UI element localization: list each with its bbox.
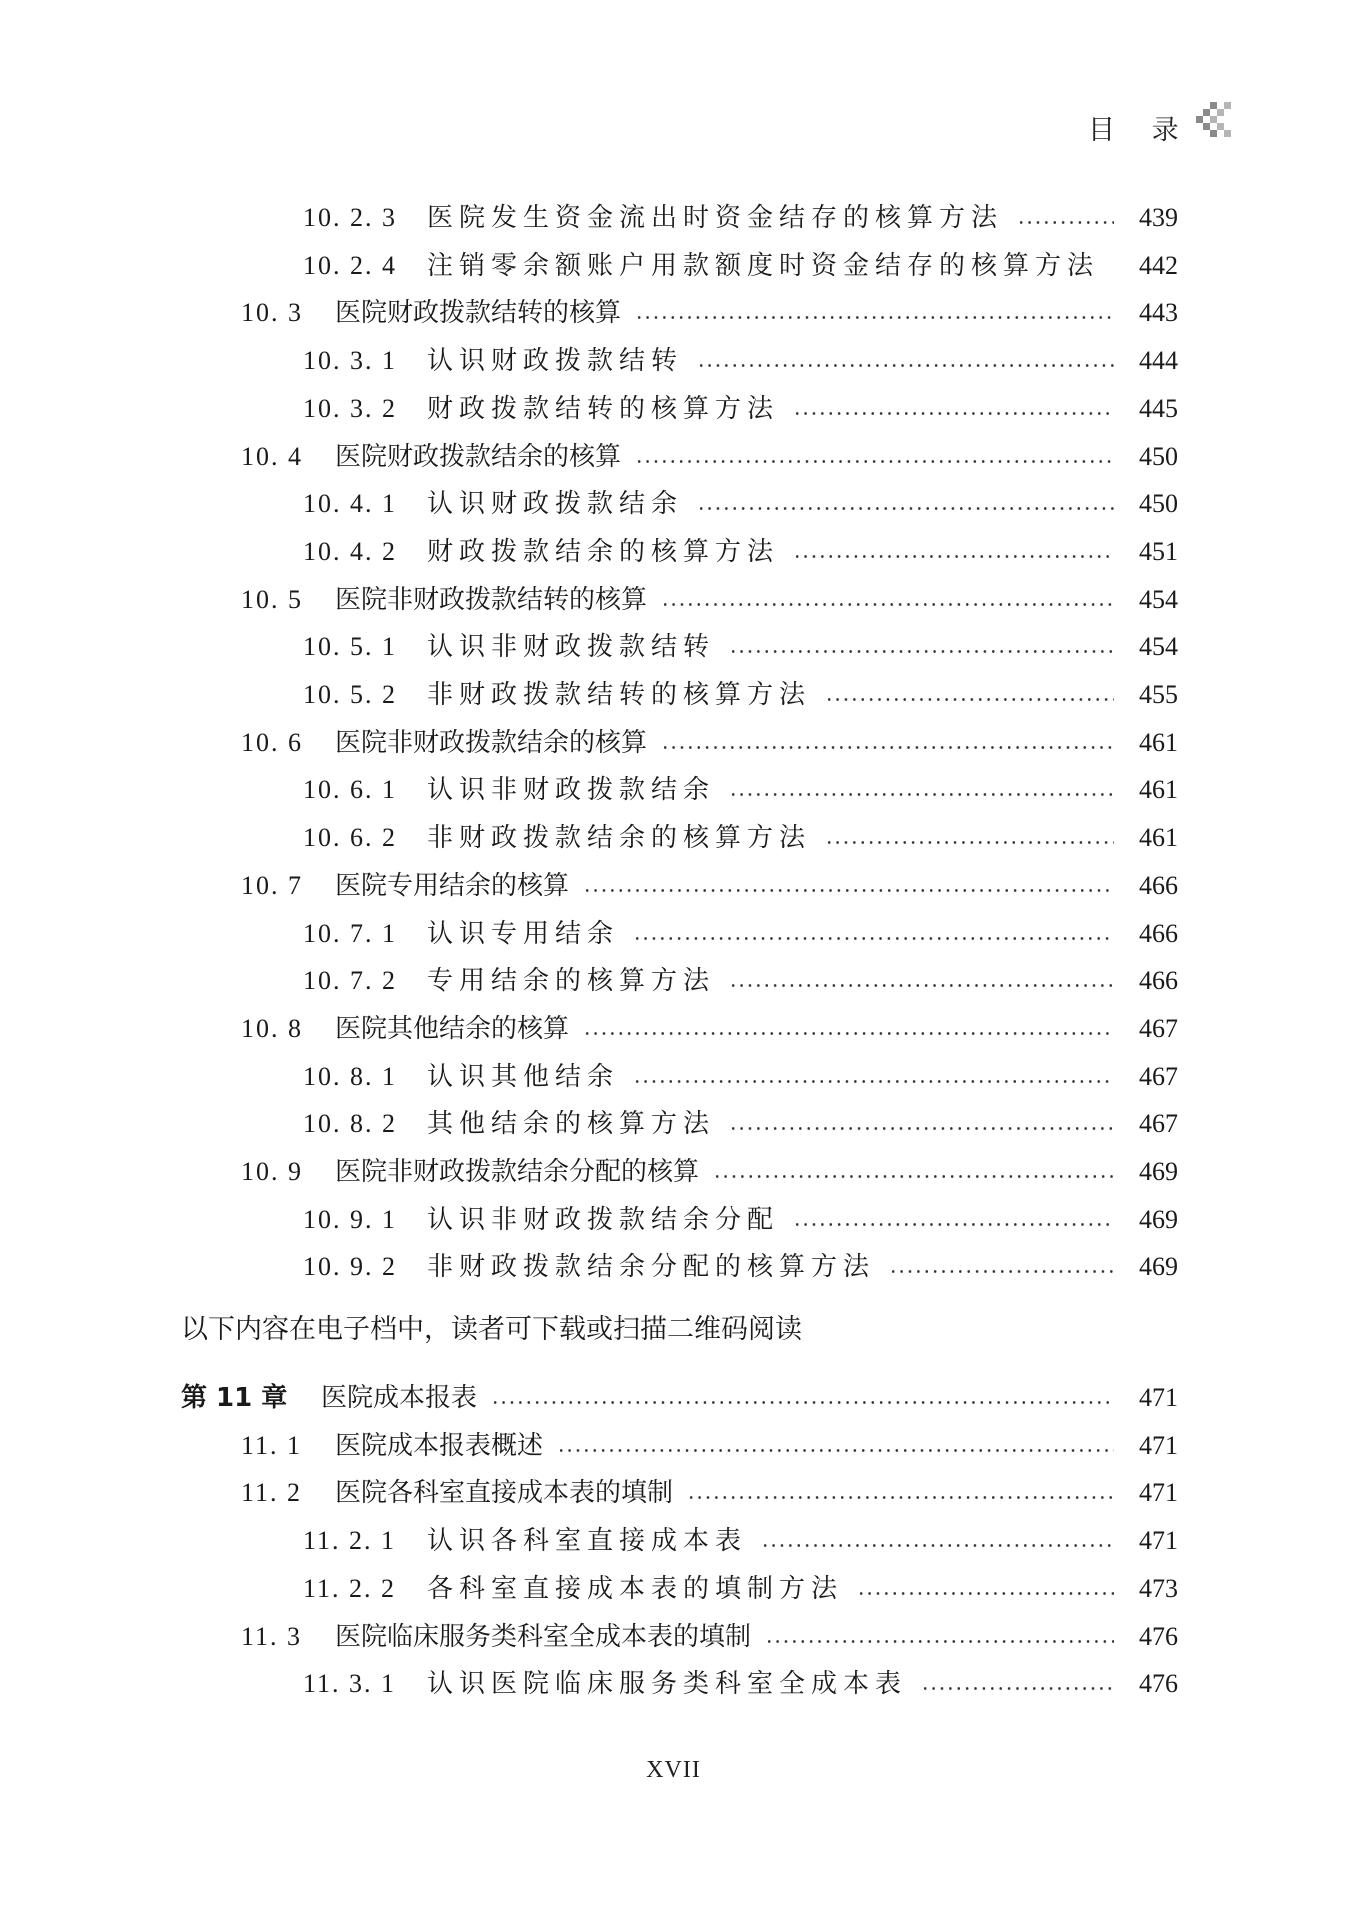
dot-leader [793,1223,1114,1226]
toc-entry[interactable] [241,1009,1178,1049]
toc-entry-title: 认识财政拨款结转 [427,346,684,376]
toc-entry-page: 471 [1139,1383,1178,1412]
dot-leader [729,793,1114,796]
toc-entry-page: 461 [1139,775,1178,804]
dot-leader [857,1592,1114,1595]
toc-entry-number: 10. 4 [241,442,303,471]
dot-leader [921,1687,1114,1690]
toc-entry[interactable] [303,246,1178,286]
toc-entry-title: 医院非财政拨款结余分配的核算 [335,1157,700,1187]
toc-entry-page: 461 [1139,728,1178,757]
toc-entry-title: 专用结余的核算方法 [427,966,716,996]
toc-entry-page: 455 [1139,680,1178,709]
toc-entry-title: 医院财政拨款结转的核算 [335,298,622,328]
toc-entry[interactable] [303,389,1178,429]
toc-entry-number: 10. 8 [241,1014,303,1043]
toc-entry-page: 454 [1139,632,1178,661]
toc-entry[interactable] [241,580,1178,620]
dot-leader [697,364,1114,367]
dot-leader [635,460,1114,463]
toc-entry-page: 469 [1139,1205,1178,1234]
dot-leader [889,1270,1114,1273]
toc-entry-title: 医院成本报表 [321,1383,478,1413]
toc-entry-page: 469 [1139,1252,1178,1281]
toc-entry-title: 认识医院临床服务类科室全成本表 [427,1669,908,1699]
toc-entry[interactable] [241,437,1178,477]
toc-entry-number: 10. 9. 2 [303,1252,397,1281]
toc-entry-page: 471 [1139,1431,1178,1460]
dot-leader [729,1127,1114,1130]
toc-entry[interactable] [241,1426,1178,1466]
toc-entry[interactable] [303,627,1178,667]
toc-entry-page: 473 [1139,1574,1178,1603]
toc-entry[interactable] [241,1152,1178,1192]
page-number: XVII [646,1757,701,1783]
toc-entry[interactable] [303,770,1178,810]
toc-entry-page: 445 [1139,394,1178,423]
toc-entry-title: 医院专用结余的核算 [335,871,570,901]
dot-leader [1017,221,1114,224]
dot-leader [661,746,1114,749]
toc-entry-number: 10. 7 [241,871,303,900]
toc-entry[interactable] [303,1104,1178,1144]
toc-entry-page: 439 [1139,203,1178,232]
toc-entry-number: 10. 3. 2 [303,394,397,423]
toc-entry-number: 10. 4. 2 [303,537,397,566]
dot-leader [825,841,1114,844]
toc-entry-title: 认识非财政拨款结余 [427,775,716,805]
toc-entry-page: 467 [1139,1014,1178,1043]
toc-entry-number: 10. 5. 1 [303,632,397,661]
toc-entry[interactable] [303,1247,1178,1287]
toc-entry-page: 467 [1139,1062,1178,1091]
dot-leader [633,937,1114,940]
dot-leader [697,507,1114,510]
toc-entry[interactable] [303,914,1178,954]
toc-entry-number: 10. 7. 1 [303,919,397,948]
toc-entry[interactable] [303,1521,1178,1561]
toc-entry-title: 财政拨款结余的核算方法 [427,537,780,567]
dot-leader [687,1496,1114,1499]
header-title: 目 录 [1088,115,1193,146]
toc-entry[interactable] [303,1569,1178,1609]
toc-entry-title: 非财政拨款结余的核算方法 [427,823,812,853]
toc-entry-title: 各科室直接成本表的填制方法 [427,1574,844,1604]
toc-entry[interactable] [303,1664,1178,1704]
dot-leader [635,316,1114,319]
toc-entry-number: 10. 6. 2 [303,823,397,852]
toc-entry-number: 10. 2. 4 [303,251,397,280]
dot-leader [761,1544,1114,1547]
dot-leader [661,603,1114,606]
toc-entry-title: 认识专用结余 [427,919,620,949]
toc-entry[interactable] [241,1617,1178,1657]
toc-entry-page: 443 [1139,298,1178,327]
toc-entry-title: 认识各科室直接成本表 [427,1526,748,1556]
toc-entry-number: 第 11 章 [181,1383,288,1413]
dot-leader [583,889,1114,892]
dot-leader [713,1175,1114,1178]
toc-entry-page: 476 [1139,1669,1178,1698]
dot-leader [765,1640,1114,1643]
toc-entry[interactable] [303,675,1178,715]
dot-leader [793,412,1114,415]
toc-entry[interactable] [241,723,1178,763]
toc-entry[interactable] [303,1057,1178,1097]
toc-entry-title: 非财政拨款结转的核算方法 [427,680,812,710]
toc-entry-number: 10. 9 [241,1157,303,1186]
toc-entry-number: 10. 8. 2 [303,1109,397,1138]
toc-entry[interactable] [303,341,1178,381]
toc-entry-title: 财政拨款结转的核算方法 [427,394,780,424]
toc-entry[interactable] [241,1473,1178,1513]
toc-entry-number: 10. 6. 1 [303,775,397,804]
dot-leader [1113,269,1114,272]
toc-entry-number: 11. 2. 1 [303,1526,397,1555]
toc-entry[interactable] [241,866,1178,906]
toc-entry-number: 11. 1 [241,1431,303,1460]
toc-entry-page: 444 [1139,346,1178,375]
toc-entry-title: 医院其他结余的核算 [335,1014,570,1044]
dot-leader [729,984,1114,987]
toc-entry[interactable] [303,961,1178,1001]
toc-entry-title: 认识财政拨款结余 [427,489,684,519]
dot-leader [729,650,1114,653]
toc-entry-page: 451 [1139,537,1178,566]
toc-entry-page: 461 [1139,823,1178,852]
toc-entry-number: 10. 7. 2 [303,966,397,995]
toc-entry-page: 471 [1139,1526,1178,1555]
toc-entry-title: 医院财政拨款结余的核算 [335,442,622,472]
toc-entry-page: 454 [1139,585,1178,614]
toc-entry[interactable] [241,293,1178,333]
running-header [0,100,1347,160]
toc-entry-title: 医院非财政拨款结转的核算 [335,585,648,615]
toc-entry-number: 10. 9. 1 [303,1205,397,1234]
toc-entry-title: 医院非财政拨款结余的核算 [335,728,648,758]
toc-entry-page: 466 [1139,871,1178,900]
dot-leader [583,1032,1114,1035]
toc-entry-title: 医院发生资金流出时资金结存的核算方法 [427,203,1004,233]
toc-entry-title: 认识非财政拨款结转 [427,632,716,662]
toc-entry-page: 466 [1139,966,1178,995]
dot-leader [793,555,1114,558]
toc-entry[interactable] [303,1200,1178,1240]
chevron-left-icon [1188,100,1234,146]
toc-entry-number: 10. 5 [241,585,303,614]
toc-entry-number: 10. 3. 1 [303,346,397,375]
toc-entry-number: 10. 6 [241,728,303,757]
toc-entry-page: 476 [1139,1622,1178,1651]
toc-entry-title: 认识非财政拨款结余分配 [427,1205,780,1235]
toc-entry-page: 450 [1139,489,1178,518]
toc-entry-number: 10. 3 [241,298,303,327]
toc-entry-title: 注销零余额账户用款额度时资金结存的核算方法 [427,251,1100,281]
toc-entry-page: 450 [1139,442,1178,471]
toc-entry-title: 认识其他结余 [427,1062,620,1092]
dot-leader [557,1449,1114,1452]
toc-entry-title: 医院成本报表概述 [335,1431,544,1461]
toc-entry[interactable] [303,532,1178,572]
toc-entry-number: 11. 2 [241,1478,303,1507]
toc-entry-page: 467 [1139,1109,1178,1138]
dot-leader [633,1080,1114,1083]
toc-entry[interactable] [181,1378,1178,1418]
electronic-content-note: 以下内容在电子档中，读者可下载或扫描二维码阅读 [181,1314,802,1345]
toc-entry-number: 10. 5. 2 [303,680,397,709]
toc-entry-number: 11. 3 [241,1622,303,1651]
toc-entry-page: 442 [1139,251,1178,280]
toc-entry-page: 466 [1139,919,1178,948]
toc-entry-title: 其他结余的核算方法 [427,1109,716,1139]
toc-entry[interactable] [303,484,1178,524]
dot-leader [491,1401,1114,1404]
toc-entry-title: 非财政拨款结余分配的核算方法 [427,1252,876,1282]
toc-entry[interactable] [303,198,1178,238]
toc-entry-number: 10. 4. 1 [303,489,397,518]
dot-leader [825,698,1114,701]
toc-entry-page: 469 [1139,1157,1178,1186]
toc-entry-title: 医院临床服务类科室全成本表的填制 [335,1622,752,1652]
toc-entry-title: 医院各科室直接成本表的填制 [335,1478,674,1508]
toc-entry-page: 471 [1139,1478,1178,1507]
toc-entry-number: 10. 8. 1 [303,1062,397,1091]
toc-entry-number: 10. 2. 3 [303,203,397,232]
toc-entry[interactable] [303,818,1178,858]
toc-entry-number: 11. 2. 2 [303,1574,397,1603]
toc-entry-number: 11. 3. 1 [303,1669,397,1698]
